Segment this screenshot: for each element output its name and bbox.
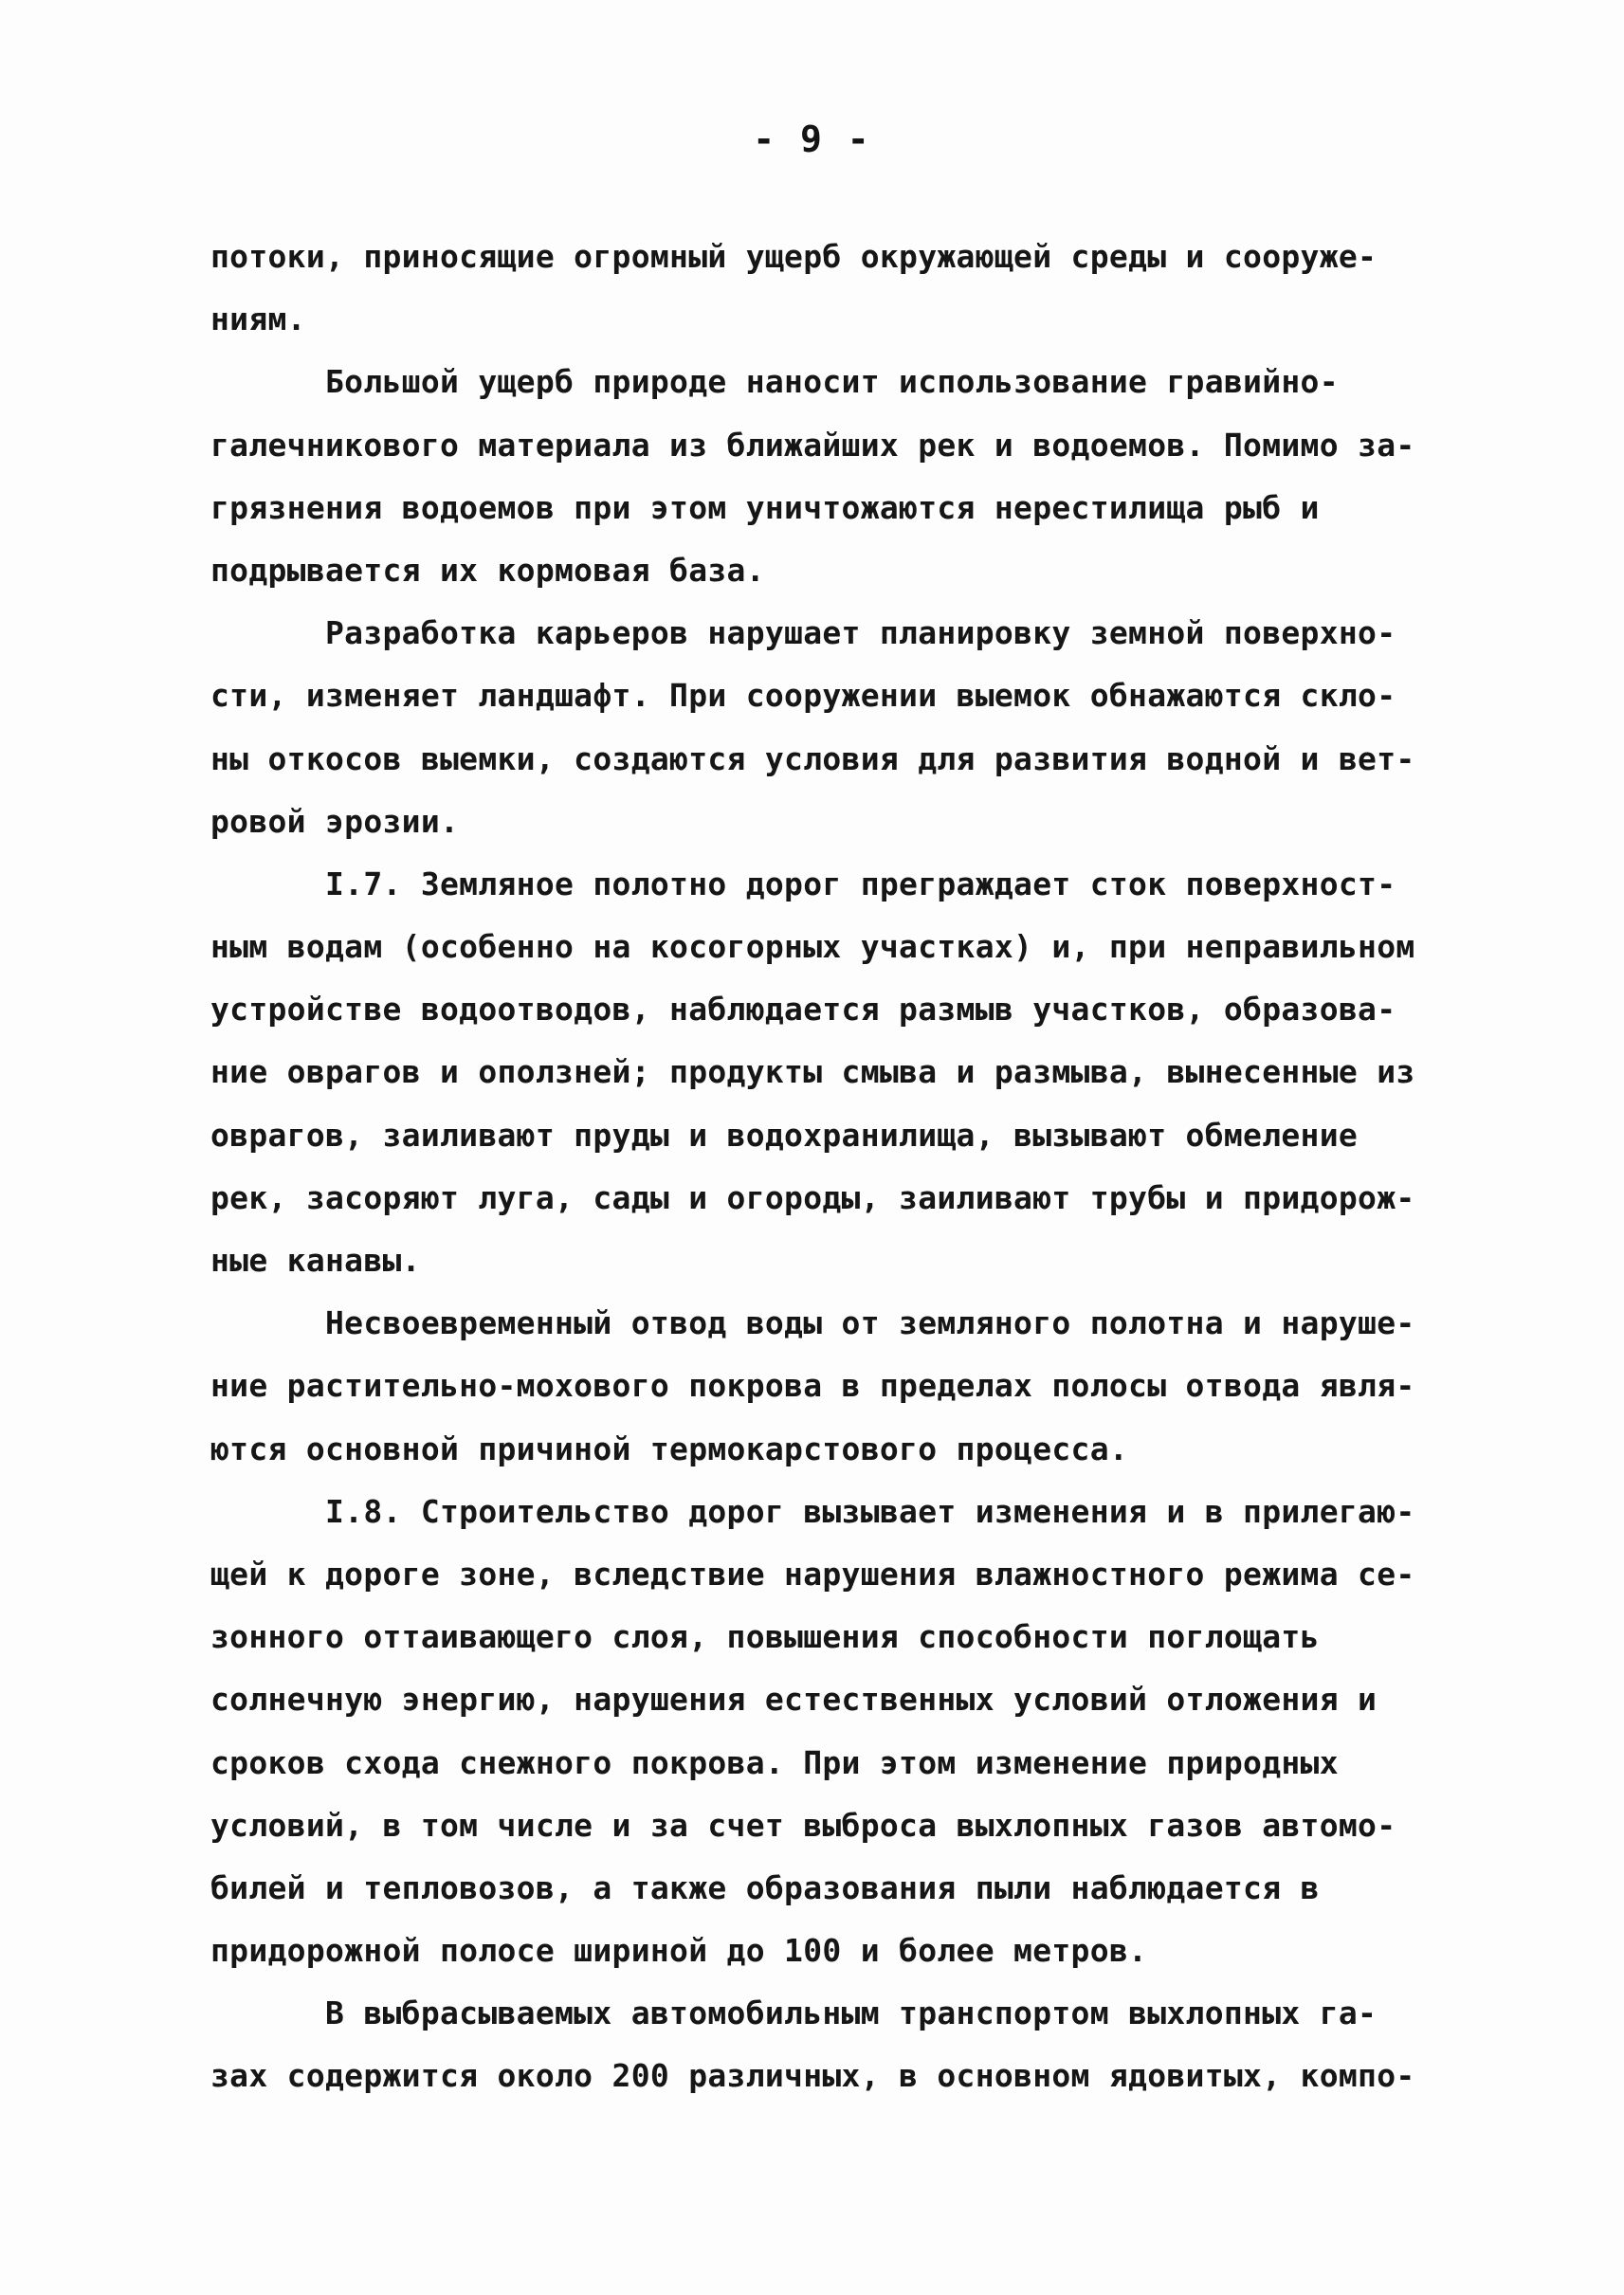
text-line: ние растительно-мохового покрова в пределах полосы отвода явля- bbox=[210, 1367, 1415, 1405]
text-line: придорожной полосе шириной до 100 и более метров. bbox=[210, 1932, 1148, 1970]
text-line: билей и тепловозов, а также образования пыли наблюдается в bbox=[210, 1868, 1320, 1906]
text-line: зонного оттаивающего слоя, повышения способности поглощать bbox=[210, 1618, 1320, 1656]
text-line: Разработка карьеров нарушает планировку земной поверхно- bbox=[210, 614, 1396, 652]
body-text bbox=[210, 226, 1433, 2108]
text-line: Несвоевременный отвод воды от земляного полотна и наруше- bbox=[210, 1304, 1415, 1342]
text-line: рек, засоряют луга, сады и огороды, заиливают трубы и придорож- bbox=[210, 1178, 1415, 1216]
text-line: условий, в том числе и за счет выброса выхлопных газов автомо- bbox=[210, 1806, 1396, 1844]
text-line: ны откосов выемки, создаются условия для развития водной и вет- bbox=[210, 739, 1415, 777]
text-line: ниям. bbox=[210, 301, 306, 338]
text-line: ные канавы. bbox=[210, 1242, 421, 1279]
text-line: щей к дороге зоне, вследствие нарушения влажностного режима се- bbox=[210, 1555, 1415, 1593]
text-line: потоки, приносящие огромный ущерб окружающей среды и сооруже- bbox=[210, 238, 1378, 275]
text-line: зах содержится около 200 различных, в основном ядовитых, компо- bbox=[210, 2057, 1415, 2095]
text-line: грязнения водоемов при этом уничтожаются нерестилища рыб и bbox=[210, 488, 1320, 526]
text-line: ным водам (особенно на косогорных участках) и, при неправильном bbox=[210, 928, 1415, 966]
page-number: - 9 - bbox=[753, 118, 871, 160]
text-line: галечникового материала из ближайших рек и водоемов. Помимо за- bbox=[210, 426, 1415, 464]
text-line: подрывается их кормовая база. bbox=[210, 551, 765, 589]
text-line: ровой эрозии. bbox=[210, 802, 460, 840]
text-line: сроков схода снежного покрова. При этом изменение природных bbox=[210, 1743, 1339, 1781]
text-line: ются основной причиной термокарстового процесса. bbox=[210, 1430, 1129, 1467]
text-line: устройстве водоотводов, наблюдается размыв участков, образова- bbox=[210, 991, 1396, 1029]
text-line: солнечную энергию, нарушения естественных условий отложения и bbox=[210, 1681, 1378, 1719]
text-line: оврагов, заиливают пруды и водохранилища, вызывают обмеление bbox=[210, 1116, 1359, 1154]
text-line: сти, изменяет ландшафт. При сооружении выемок обнажаются скло- bbox=[210, 677, 1396, 715]
text-line: I.8. Строительство дорог вызывает изменения и в прилегаю- bbox=[210, 1492, 1415, 1530]
text-line: I.7. Земляное полотно дорог преграждает сток поверхност- bbox=[210, 865, 1396, 902]
text-line: Большой ущерб природе наносит использование гравийно- bbox=[210, 363, 1339, 401]
text-line: ние оврагов и оползней; продукты смыва и размыва, вынесенные из bbox=[210, 1053, 1415, 1091]
text-line: В выбрасываемых автомобильным транспортом выхлопных га- bbox=[210, 1994, 1378, 2032]
